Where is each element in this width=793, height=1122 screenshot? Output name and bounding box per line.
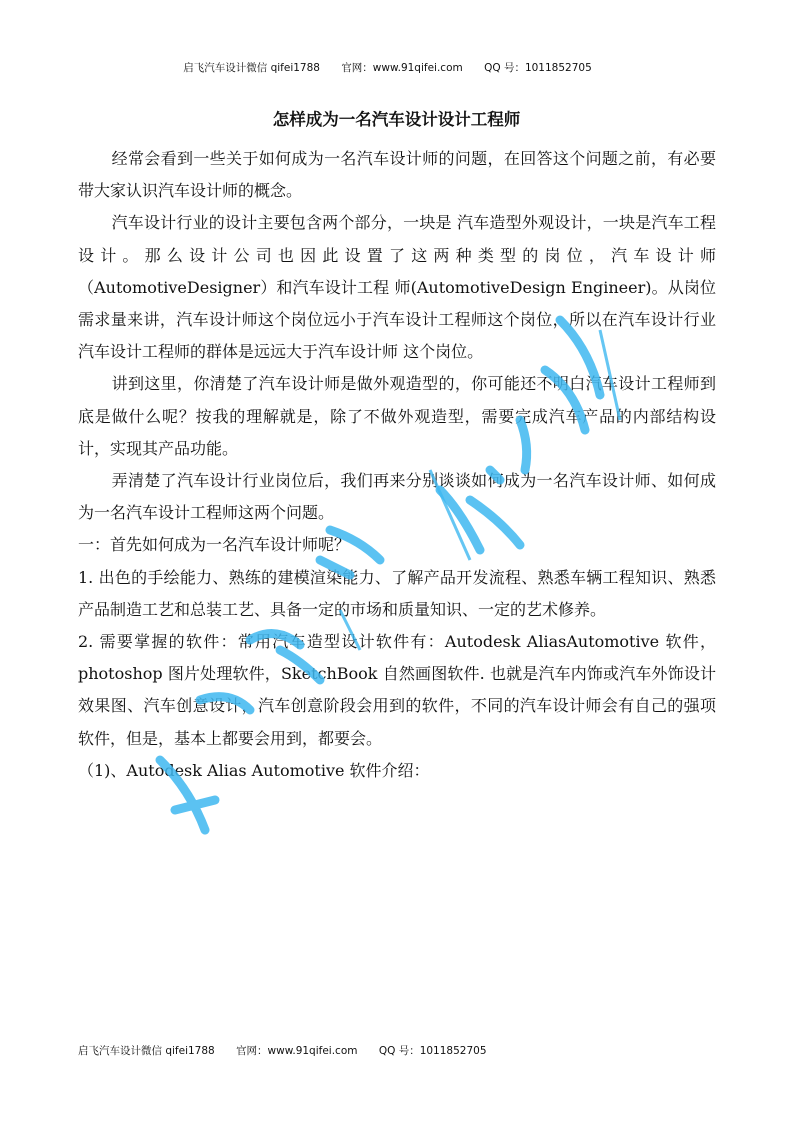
paragraph-transition: 弄清楚了汽车设计行业岗位后，我们再来分别谈谈如何成为一名汽车设计师、如何成为一名汽车设计工程师这两个问题。 bbox=[78, 471, 716, 523]
footer-wechat: 启飞汽车设计微信 qifei1788 bbox=[78, 1045, 215, 1057]
footer-site: 官网：www.91qifei.com bbox=[236, 1045, 358, 1057]
header-site: 官网：www.91qifei.com bbox=[341, 62, 463, 74]
footer-qq: QQ 号：1011852705 bbox=[378, 1045, 487, 1057]
paragraph-roles: 汽车设计行业的设计主要包含两个部分，一块是 汽车造型外观设计，一块是汽车工程设计。那么设计公司也因此设置了这两种类型的岗位，汽车设计师（AutomotiveDesigner）和汽车设计工程 师(AutomotiveDesign Engineer)。从岗位需求量来讲，汽车设计师这个岗位远小于汽车设计工程师这个岗位，所以在汽车设计行业汽车设计工程师的群体是远远大于汽车设计师 这个岗位。 bbox=[78, 213, 716, 362]
sub-item-alias: （1)、Autodesk Alias Automotive 软件介绍： bbox=[78, 760, 430, 780]
section-heading-designer: 一：首先如何成为一名汽车设计师呢？ bbox=[78, 535, 351, 555]
page-header bbox=[0, 60, 793, 75]
paragraph-intro: 经常会看到一些关于如何成为一名汽车设计师的问题，在回答这个问题之前，有必要带大家认识汽车设计师的概念。 bbox=[78, 149, 716, 201]
document-body bbox=[78, 143, 716, 787]
list-item-skills: 1. 出色的手绘能力、熟练的建模渲染能力、了解产品开发流程、熟悉车辆工程知识、熟悉产品制造工艺和总装工艺、具备一定的市场和质量知识、一定的艺术修养。 bbox=[78, 567, 716, 619]
paragraph-engineer: 讲到这里，你清楚了汽车设计师是做外观造型的，你可能还不明白汽车设计工程师到底是做什么呢？按我的理解就是，除了不做外观造型，需要完成汽车产品的内部结构设计，实现其产品功能。 bbox=[78, 374, 716, 458]
page-footer bbox=[78, 1043, 505, 1058]
document-title: 怎样成为一名汽车设计设计工程师 bbox=[272, 110, 521, 129]
list-item-software: 2. 需要掌握的软件：常用汽车造型设计软件有：Autodesk AliasAutomotive 软件，photoshop 图片处理软件，SketchBook 自然画图软件. 也就是汽车内饰或汽车外饰设计效果图、汽车创意设计，汽车创意阶段会用到的软件，不同的汽车设计师会有自己的强项软件，但是，基本上都要会用到，都要会。 bbox=[78, 632, 716, 748]
header-qq: QQ 号：1011852705 bbox=[484, 62, 592, 74]
header-wechat: 启飞汽车设计微信 qifei1788 bbox=[183, 62, 320, 74]
